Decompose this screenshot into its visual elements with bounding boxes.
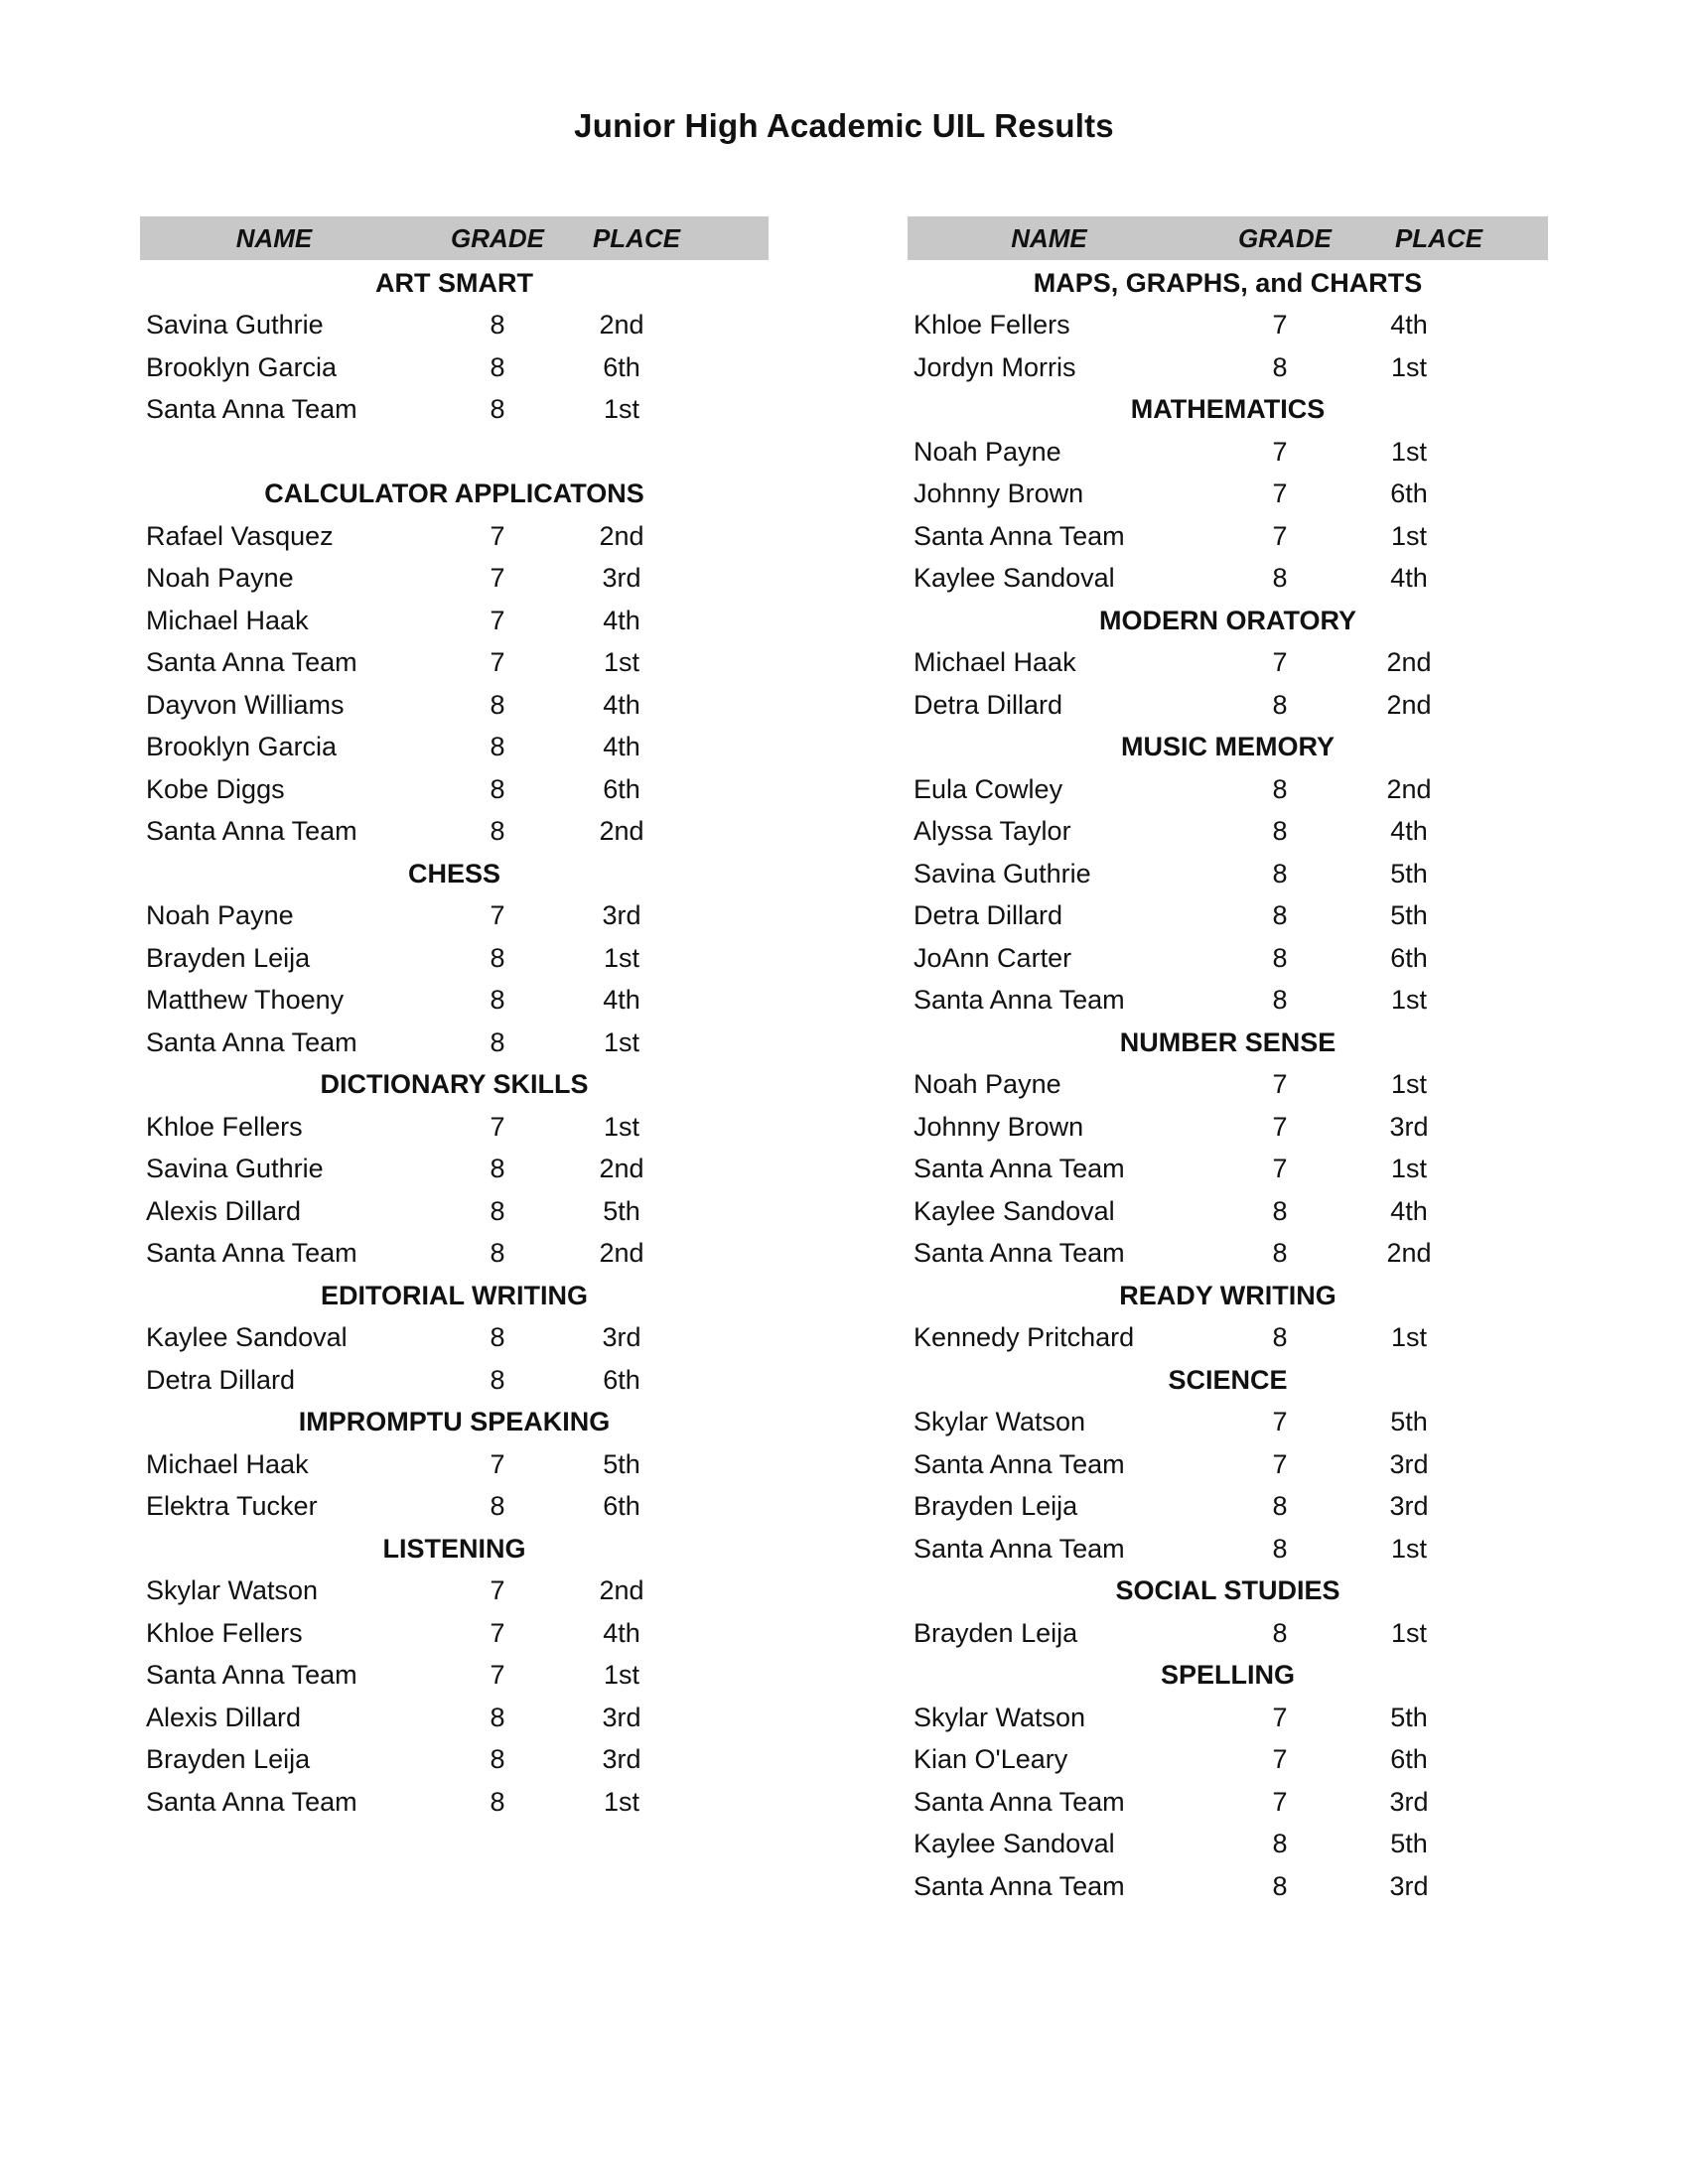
grade-value: 8: [490, 1154, 505, 1184]
grade-value: 8: [1272, 773, 1288, 804]
result-row: [908, 768, 1548, 811]
place-value: 3rd: [602, 1322, 641, 1353]
grade-value: 7: [1272, 1744, 1288, 1775]
result-row: [140, 937, 769, 980]
result-row: [140, 600, 769, 642]
name-column-header: NAME: [1011, 222, 1087, 253]
result-row: [908, 515, 1548, 558]
competitor-name: Brooklyn Garcia: [146, 351, 338, 382]
event-section-heading: MUSIC MEMORY: [1121, 732, 1335, 762]
competitor-name: Santa Anna Team: [914, 1533, 1125, 1564]
grade-value: 8: [490, 773, 505, 804]
result-row: [140, 684, 769, 727]
grade-value: 8: [490, 1491, 505, 1522]
place-value: 4th: [1390, 816, 1428, 847]
competitor-name: Michael Haak: [146, 1448, 309, 1479]
result-row: [140, 1190, 769, 1233]
result-row: [908, 937, 1548, 980]
place-value: 5th: [603, 1195, 640, 1226]
grade-value: 8: [1272, 689, 1288, 720]
event-section-heading: MATHEMATICS: [1130, 394, 1326, 425]
result-row: [140, 1149, 769, 1191]
result-row: [908, 558, 1548, 601]
result-row: [908, 1612, 1548, 1655]
place-value: 6th: [1390, 942, 1428, 973]
table-header: [140, 216, 769, 260]
competitor-name: Brayden Leija: [146, 942, 311, 973]
competitor-name: Noah Payne: [146, 900, 294, 931]
place-value: 5th: [1390, 1829, 1428, 1859]
place-value: 1st: [603, 1660, 640, 1691]
event-section-heading: MODERN ORATORY: [1098, 605, 1356, 635]
result-row: [908, 684, 1548, 727]
grade-value: 8: [490, 310, 505, 341]
place-value: 3rd: [1389, 1870, 1429, 1901]
result-row: [140, 515, 769, 558]
grade-value: 7: [490, 1448, 505, 1479]
competitor-name: Johnny Brown: [914, 478, 1084, 509]
grade-value: 7: [490, 647, 505, 678]
result-row: [908, 305, 1548, 347]
result-row: [908, 1739, 1548, 1782]
result-row: [140, 1022, 769, 1064]
place-value: 3rd: [1389, 1111, 1429, 1142]
competitor-name: Matthew Thoeny: [146, 985, 345, 1016]
grade-value: 7: [1272, 436, 1288, 467]
result-row: [140, 1781, 769, 1824]
grade-value: 8: [1272, 900, 1288, 931]
place-value: 3rd: [602, 1702, 641, 1732]
place-value: 2nd: [599, 310, 644, 341]
place-value: 3rd: [1389, 1491, 1429, 1522]
competitor-name: Rafael Vasquez: [146, 520, 334, 551]
result-row: [908, 1233, 1548, 1276]
left-results-list: [140, 262, 769, 1824]
result-row: [908, 1528, 1548, 1570]
event-section-heading: SCIENCE: [1168, 1364, 1288, 1395]
event-section-heading: LISTENING: [382, 1533, 526, 1564]
result-row: [140, 1697, 769, 1739]
competitor-name: Kobe Diggs: [146, 773, 285, 804]
grade-value: 7: [1272, 478, 1288, 509]
place-value: 1st: [1390, 351, 1428, 382]
competitor-name: Santa Anna Team: [146, 394, 357, 425]
event-section-heading: CALCULATOR APPLICATONS: [264, 478, 644, 509]
competitor-name: Santa Anna Team: [146, 1238, 357, 1269]
competitor-name: Skylar Watson: [146, 1575, 319, 1606]
place-value: 1st: [1390, 436, 1428, 467]
result-row: [908, 1865, 1548, 1908]
competitor-name: Johnny Brown: [914, 1111, 1084, 1142]
event-section-heading: CHESS: [407, 858, 501, 888]
grade-value: 7: [490, 900, 505, 931]
place-value: 6th: [603, 773, 640, 804]
grade-column-header: GRADE: [1238, 222, 1332, 253]
competitor-name: Santa Anna Team: [146, 647, 357, 678]
place-value: 4th: [1390, 563, 1428, 594]
grade-value: 8: [1272, 1491, 1288, 1522]
grade-value: 7: [490, 1660, 505, 1691]
competitor-name: Detra Dillard: [914, 689, 1063, 720]
competitor-name: Santa Anna Team: [146, 1660, 357, 1691]
place-value: 2nd: [1386, 689, 1432, 720]
page-title: Junior High Academic UIL Results: [574, 107, 1114, 144]
grade-value: 8: [490, 1026, 505, 1057]
result-row: [140, 768, 769, 811]
place-value: 6th: [603, 351, 640, 382]
result-row: [908, 1317, 1548, 1360]
right-results-table: [908, 216, 1548, 1908]
place-value: 1st: [1390, 1069, 1428, 1100]
competitor-name: Dayvon Williams: [146, 689, 345, 720]
result-row: [908, 474, 1548, 516]
competitor-name: Santa Anna Team: [914, 1448, 1125, 1479]
table-header: [908, 216, 1548, 260]
competitor-name: Alyssa Taylor: [914, 816, 1071, 847]
place-value: 5th: [1390, 1407, 1428, 1437]
result-row: [908, 980, 1548, 1023]
grade-value: 7: [1272, 1448, 1288, 1479]
place-value: 2nd: [599, 1154, 644, 1184]
event-section-heading: IMPROMPTU SPEAKING: [298, 1407, 611, 1437]
competitor-name: Alexis Dillard: [146, 1195, 302, 1226]
competitor-name: Skylar Watson: [914, 1407, 1086, 1437]
event-section-heading: NUMBER SENSE: [1119, 1026, 1336, 1057]
place-value: 3rd: [1389, 1448, 1429, 1479]
competitor-name: Santa Anna Team: [146, 816, 357, 847]
grade-value: 8: [490, 351, 505, 382]
place-value: 4th: [1390, 1195, 1428, 1226]
place-value: 5th: [1390, 858, 1428, 888]
grade-value: 8: [1272, 942, 1288, 973]
result-row: [140, 305, 769, 347]
result-row: [140, 1443, 769, 1486]
place-value: 6th: [603, 1364, 640, 1395]
result-row: [140, 1570, 769, 1613]
result-row: [140, 1233, 769, 1276]
place-value: 5th: [1390, 1702, 1428, 1732]
grade-value: 8: [1272, 985, 1288, 1016]
grade-value: 8: [1272, 563, 1288, 594]
result-row: [140, 1486, 769, 1529]
result-row: [908, 1486, 1548, 1529]
competitor-name: Khloe Fellers: [914, 310, 1070, 341]
place-value: 1st: [1390, 1533, 1428, 1564]
place-value: 3rd: [602, 563, 641, 594]
competitor-name: Brooklyn Garcia: [146, 732, 338, 762]
competitor-name: Santa Anna Team: [914, 985, 1125, 1016]
grade-value: 7: [1272, 1786, 1288, 1817]
grade-value: 7: [490, 563, 505, 594]
result-row: [140, 980, 769, 1023]
competitor-name: Savina Guthrie: [146, 1154, 324, 1184]
place-value: 2nd: [599, 520, 644, 551]
grade-value: 7: [1272, 1702, 1288, 1732]
competitor-name: Savina Guthrie: [146, 310, 324, 341]
event-section-heading: ART SMART: [375, 267, 533, 298]
result-row: [140, 727, 769, 769]
competitor-name: Santa Anna Team: [914, 1238, 1125, 1269]
grade-value: 8: [490, 1702, 505, 1732]
grade-value: 7: [490, 1111, 505, 1142]
place-value: 3rd: [1389, 1786, 1429, 1817]
competitor-name: Noah Payne: [914, 1069, 1061, 1100]
place-value: 5th: [1390, 900, 1428, 931]
competitor-name: Kaylee Sandoval: [914, 1195, 1115, 1226]
result-row: [908, 1781, 1548, 1824]
grade-value: 8: [1272, 1533, 1288, 1564]
place-value: 6th: [1390, 1744, 1428, 1775]
result-row: [140, 895, 769, 938]
result-row: [908, 642, 1548, 685]
result-row: [908, 1697, 1548, 1739]
event-section-heading: MAPS, GRAPHS, and CHARTS: [1033, 267, 1423, 298]
place-value: 4th: [603, 1617, 640, 1648]
grade-value: 8: [490, 394, 505, 425]
event-section-heading: EDITORIAL WRITING: [321, 1280, 588, 1310]
place-value: 3rd: [602, 900, 641, 931]
result-row: [140, 811, 769, 854]
result-row: [908, 811, 1548, 854]
competitor-name: Santa Anna Team: [914, 1786, 1125, 1817]
grade-value: 7: [1272, 1069, 1288, 1100]
result-row: [908, 1824, 1548, 1866]
left-results-table: [140, 216, 769, 1824]
grade-value: 8: [490, 942, 505, 973]
competitor-name: Brayden Leija: [914, 1491, 1078, 1522]
place-value: 2nd: [1386, 647, 1432, 678]
place-value: 2nd: [1386, 1238, 1432, 1269]
place-value: 2nd: [599, 1238, 644, 1269]
place-value: 1st: [1390, 985, 1428, 1016]
right-results-list: [908, 262, 1548, 1908]
grade-value: 8: [1272, 1870, 1288, 1901]
event-section-heading: READY WRITING: [1119, 1280, 1336, 1310]
result-row: [908, 853, 1548, 895]
grade-value: 8: [490, 1238, 505, 1269]
result-row: [140, 389, 769, 432]
competitor-name: Kennedy Pritchard: [914, 1322, 1135, 1353]
grade-value: 8: [490, 816, 505, 847]
place-value: 4th: [603, 689, 640, 720]
competitor-name: Santa Anna Team: [914, 1870, 1125, 1901]
grade-value: 8: [490, 689, 505, 720]
place-value: 4th: [603, 732, 640, 762]
place-value: 2nd: [599, 1575, 644, 1606]
place-value: 6th: [1390, 478, 1428, 509]
grade-value: 7: [1272, 310, 1288, 341]
blank-row: [140, 431, 769, 474]
place-value: 1st: [603, 647, 640, 678]
place-value: 1st: [603, 394, 640, 425]
place-value: 4th: [603, 985, 640, 1016]
competitor-name: Kian O'Leary: [914, 1744, 1068, 1775]
place-value: 3rd: [602, 1744, 641, 1775]
event-section-heading: DICTIONARY SKILLS: [320, 1069, 589, 1100]
grade-value: 7: [490, 1575, 505, 1606]
result-row: [140, 1106, 769, 1149]
result-row: [908, 1064, 1548, 1107]
place-value: 4th: [603, 605, 640, 635]
grade-value: 8: [1272, 1238, 1288, 1269]
competitor-name: Khloe Fellers: [146, 1111, 303, 1142]
grade-value: 8: [1272, 1617, 1288, 1648]
grade-value: 7: [490, 1617, 505, 1648]
place-value: 1st: [1390, 520, 1428, 551]
grade-value: 8: [490, 1195, 505, 1226]
grade-value: 8: [1272, 1195, 1288, 1226]
competitor-name: JoAnn Carter: [914, 942, 1072, 973]
result-row: [908, 1190, 1548, 1233]
grade-value: 7: [1272, 647, 1288, 678]
result-row: [140, 1739, 769, 1782]
grade-value: 7: [1272, 1111, 1288, 1142]
competitor-name: Santa Anna Team: [146, 1786, 357, 1817]
grade-value: 8: [490, 1744, 505, 1775]
event-section-heading: SOCIAL STUDIES: [1115, 1575, 1340, 1606]
competitor-name: Kaylee Sandoval: [146, 1322, 348, 1353]
grade-value: 7: [1272, 520, 1288, 551]
result-row: [140, 346, 769, 389]
place-value: 1st: [603, 1026, 640, 1057]
competitor-name: Eula Cowley: [914, 773, 1063, 804]
result-row: [908, 346, 1548, 389]
competitor-name: Jordyn Morris: [914, 351, 1076, 382]
grade-value: 8: [1272, 858, 1288, 888]
grade-value: 7: [490, 520, 505, 551]
result-row: [908, 1402, 1548, 1444]
competitor-name: Alexis Dillard: [146, 1702, 302, 1732]
competitor-name: Savina Guthrie: [914, 858, 1091, 888]
competitor-name: Detra Dillard: [914, 900, 1063, 931]
grade-value: 8: [490, 1786, 505, 1817]
grade-value: 8: [1272, 816, 1288, 847]
place-column-header: PLACE: [1394, 222, 1483, 253]
competitor-name: Brayden Leija: [146, 1744, 311, 1775]
competitor-name: Elektra Tucker: [146, 1491, 318, 1522]
place-value: 1st: [603, 942, 640, 973]
result-row: [908, 431, 1548, 474]
event-section-heading: SPELLING: [1160, 1660, 1295, 1691]
result-row: [908, 895, 1548, 938]
competitor-name: Santa Anna Team: [914, 520, 1125, 551]
result-row: [140, 1359, 769, 1402]
result-row: [140, 1612, 769, 1655]
competitor-name: Noah Payne: [146, 563, 294, 594]
grade-value: 7: [1272, 1154, 1288, 1184]
place-value: 1st: [1390, 1322, 1428, 1353]
place-value: 4th: [1390, 310, 1428, 341]
grade-value: 8: [1272, 1829, 1288, 1859]
result-row: [908, 1106, 1548, 1149]
competitor-name: Khloe Fellers: [146, 1617, 303, 1648]
result-row: [140, 642, 769, 685]
result-row: [140, 1317, 769, 1360]
place-value: 1st: [603, 1111, 640, 1142]
competitor-name: Noah Payne: [914, 436, 1061, 467]
competitor-name: Skylar Watson: [914, 1702, 1086, 1732]
competitor-name: Kaylee Sandoval: [914, 1829, 1115, 1859]
result-row: [908, 1443, 1548, 1486]
grade-column-header: GRADE: [451, 222, 544, 253]
competitor-name: Santa Anna Team: [146, 1026, 357, 1057]
competitor-name: Michael Haak: [914, 647, 1076, 678]
place-value: 1st: [1390, 1154, 1428, 1184]
competitor-name: Detra Dillard: [146, 1364, 296, 1395]
grade-value: 8: [1272, 1322, 1288, 1353]
result-row: [140, 1655, 769, 1698]
grade-value: 8: [490, 732, 505, 762]
place-value: 2nd: [1386, 773, 1432, 804]
competitor-name: Michael Haak: [146, 605, 309, 635]
competitor-name: Santa Anna Team: [914, 1154, 1125, 1184]
result-row: [908, 1149, 1548, 1191]
place-value: 1st: [603, 1786, 640, 1817]
grade-value: 8: [490, 1364, 505, 1395]
grade-value: 7: [490, 605, 505, 635]
place-value: 5th: [603, 1448, 640, 1479]
competitor-name: Kaylee Sandoval: [914, 563, 1115, 594]
result-row: [140, 558, 769, 601]
place-value: 1st: [1390, 1617, 1428, 1648]
name-column-header: NAME: [235, 222, 313, 253]
grade-value: 7: [1272, 1407, 1288, 1437]
competitor-name: Brayden Leija: [914, 1617, 1078, 1648]
grade-value: 8: [490, 1322, 505, 1353]
grade-value: 8: [490, 985, 505, 1016]
place-column-header: PLACE: [592, 222, 681, 253]
place-value: 6th: [603, 1491, 640, 1522]
grade-value: 8: [1272, 351, 1288, 382]
place-value: 2nd: [599, 816, 644, 847]
